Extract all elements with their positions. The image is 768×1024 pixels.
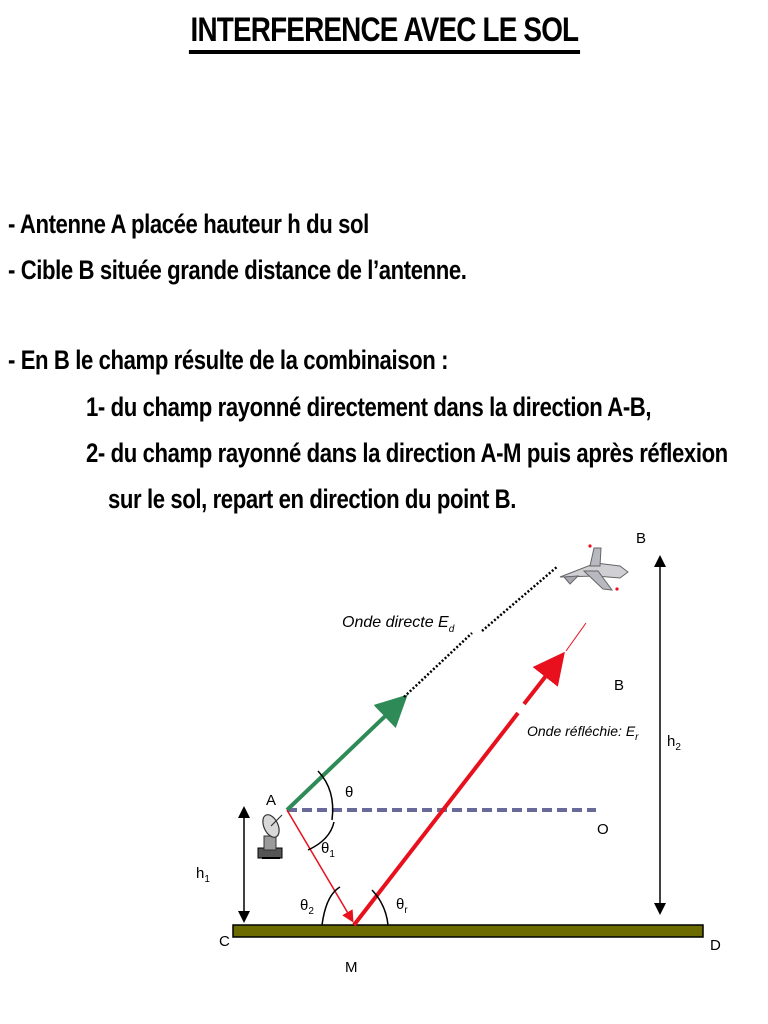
direct-wave-dots-1 [404,633,472,697]
label-theta1: $\theta_1$ [321,840,335,860]
angle-arc-thetar [372,890,388,925]
incident-wave [287,810,352,920]
antenna-icon [258,812,282,858]
label-theta2: $\theta_2$ [300,897,314,917]
direct-wave-dots-2 [482,566,558,631]
aircraft-icon [560,544,628,590]
label-C: C [219,933,230,950]
label-reflected-wave: Onde réfléchie: $E_r$ [527,723,639,743]
item-direct: 1- du champ rayonné directement dans la direction A-B, [86,392,652,422]
label-theta: θ [345,784,354,801]
label-thetar: $\theta_r$ [396,896,408,916]
label-D: D [710,937,721,954]
item-reflected-cont: sur le sol, repart en direction du point B. [108,484,517,514]
reflected-wave-tail [566,623,586,651]
bullet-antenna: - Antenne A placée hauteur h du sol [8,209,369,239]
bullet-field: - En B le champ résulte de la combinaison : [8,345,449,375]
angle-arc-theta2 [322,887,340,925]
item-reflected: 2- du champ rayonné dans la direction A-M puis après réflexion [86,438,728,468]
label-h2: $h_2$ [667,733,681,753]
label-B-top: B [636,530,647,547]
label-A: A [266,792,277,809]
ground [233,925,703,937]
label-O: O [597,821,609,838]
bullet-target: - Cible B située grande distance de l’antenne. [8,255,467,285]
label-direct-wave: Onde directe $E_d$ [342,614,455,635]
label-h1: $h_1$ [196,865,210,885]
reflected-wave-arrow [524,658,560,704]
label-B-mid: B [614,677,625,694]
page-title: INTERFERENCE AVEC LE SOL [0,10,768,54]
reflected-wave [354,713,518,925]
label-M: M [345,959,358,976]
